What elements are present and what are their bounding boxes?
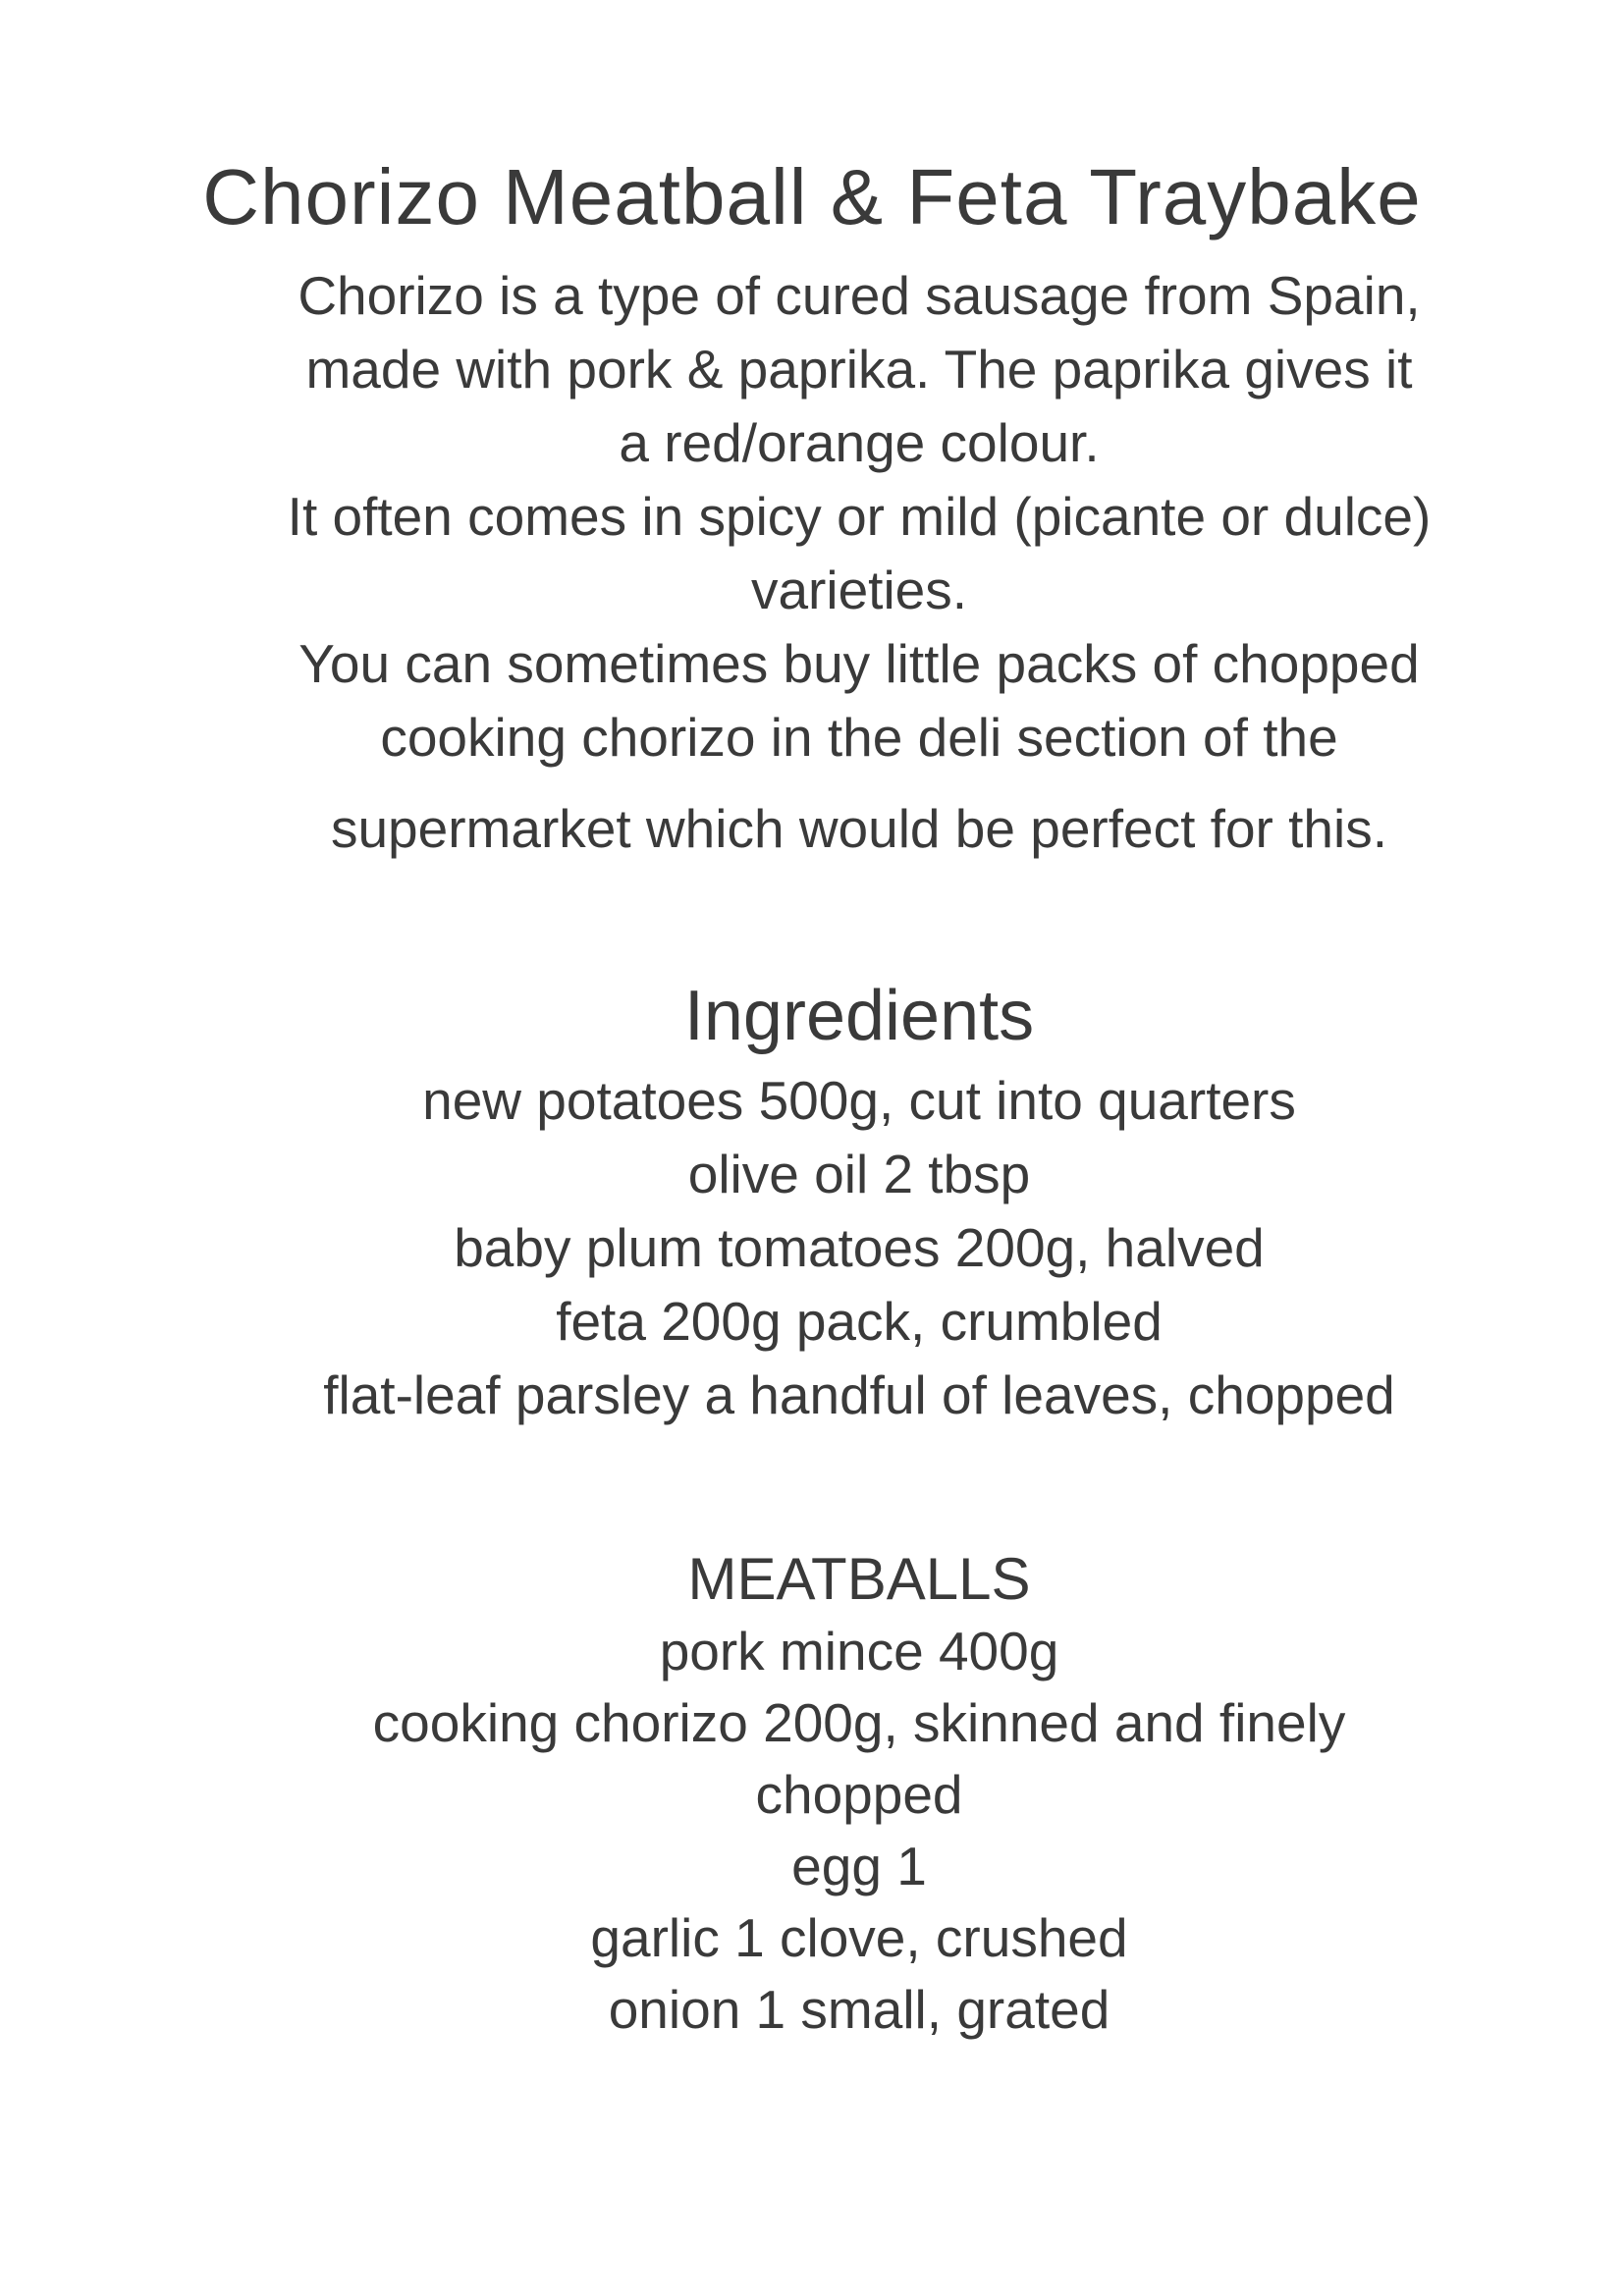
intro-line: supermarket which would be perfect for this. — [330, 798, 1388, 859]
meatball-item: garlic 1 clove, crushed — [590, 1907, 1128, 1968]
meatball-item: pork mince 400g — [659, 1621, 1059, 1682]
ingredient-item: olive oil 2 tbsp — [687, 1144, 1031, 1204]
ingredient-item: baby plum tomatoes 200g, halved — [454, 1217, 1265, 1278]
meatball-item: cooking chorizo 200g, skinned and finely — [372, 1692, 1346, 1753]
meatballs-heading: MEATBALLS — [687, 1546, 1031, 1612]
ingredient-item: feta 200g pack, crumbled — [556, 1291, 1163, 1352]
meatball-item: chopped — [755, 1764, 963, 1825]
intro-line: a red/orange colour. — [619, 412, 1100, 473]
ingredient-item: new potatoes 500g, cut into quarters — [422, 1070, 1296, 1131]
page-title: Chorizo Meatball & Feta Traybake — [202, 153, 1422, 240]
ingredient-item: flat-leaf parsley a handful of leaves, chopped — [323, 1364, 1395, 1425]
ingredients-section — [94, 972, 1624, 1432]
meatballs-section — [94, 1542, 1624, 2046]
meatball-item: onion 1 small, grated — [608, 1979, 1110, 2040]
ingredients-heading: Ingredients — [683, 977, 1035, 1055]
recipe-content — [94, 259, 1624, 2046]
meatball-item: egg 1 — [791, 1836, 927, 1896]
intro-line: cooking chorizo in the deli section of the — [380, 707, 1338, 768]
intro-paragraph — [94, 259, 1624, 866]
intro-line: made with pork & paprika. The paprika gives it — [305, 339, 1413, 400]
intro-line: It often comes in spicy or mild (picante or dulce) — [287, 486, 1432, 547]
intro-line: You can sometimes buy little packs of chopped — [298, 633, 1420, 694]
intro-line: Chorizo is a type of cured sausage from Spain, — [298, 265, 1421, 326]
intro-line: varieties. — [750, 560, 968, 620]
